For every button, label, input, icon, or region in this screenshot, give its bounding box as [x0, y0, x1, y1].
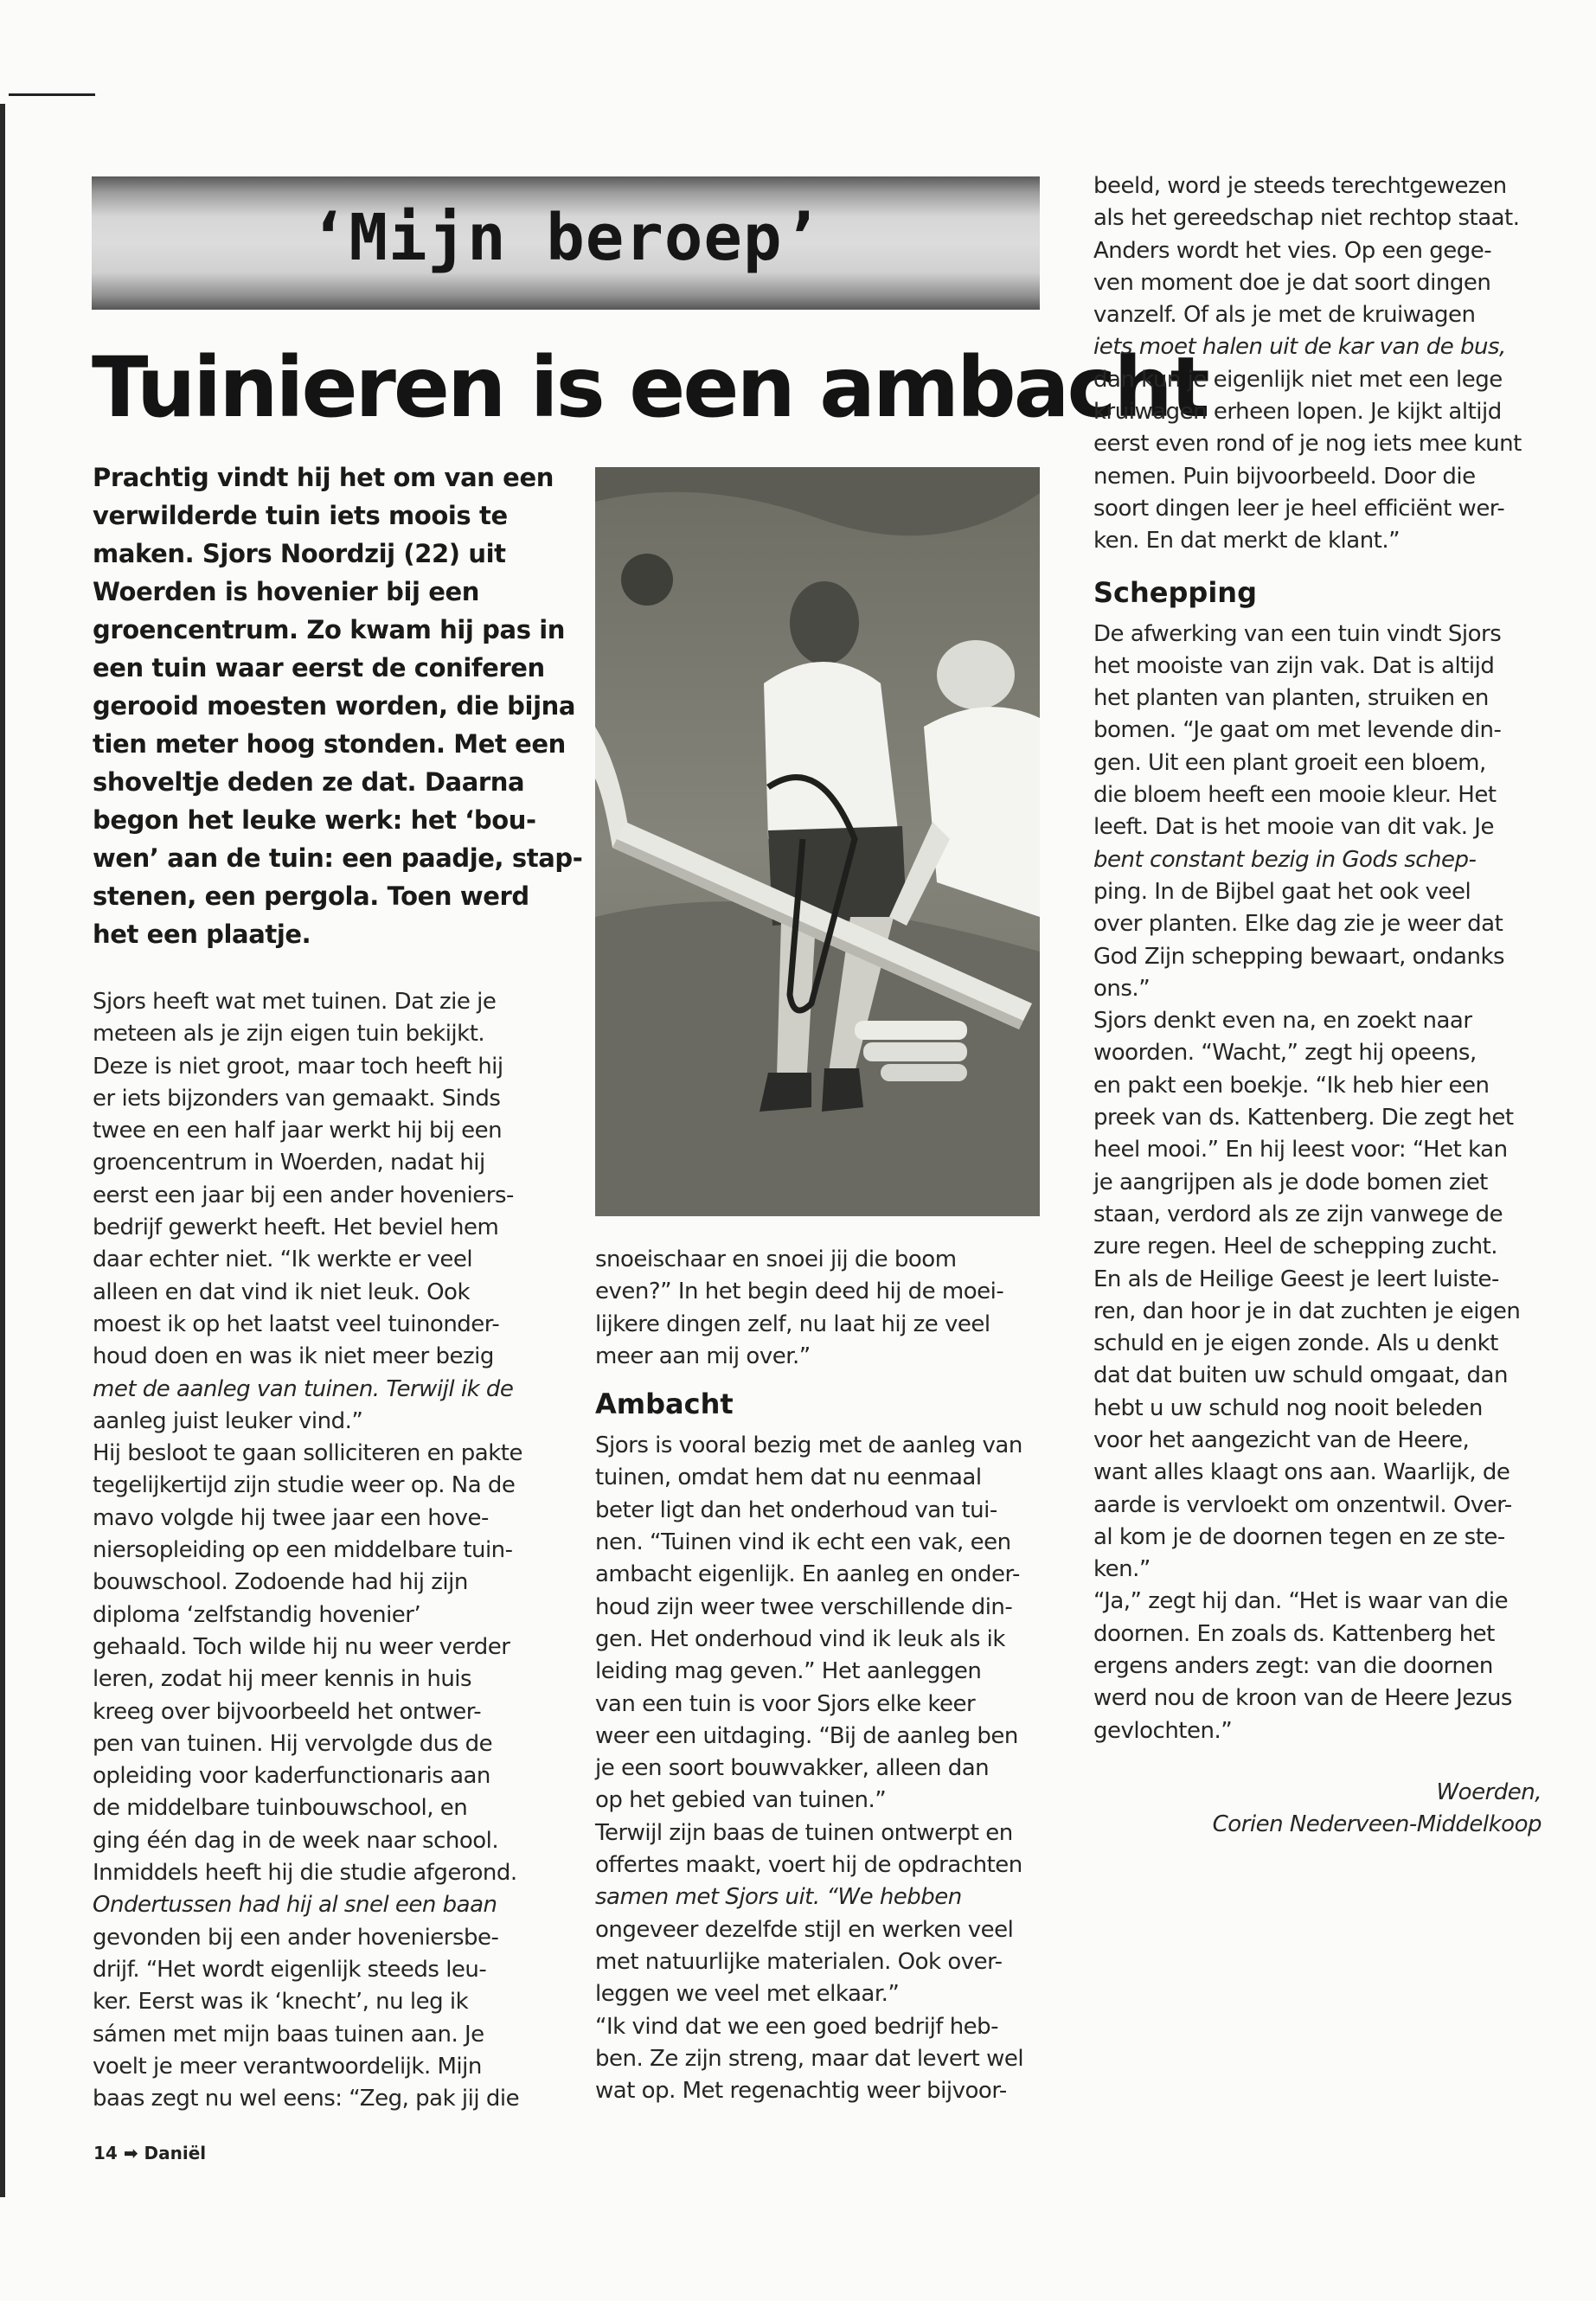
- text-line: staan, verdord als ze zijn vanwege de: [1093, 1201, 1503, 1227]
- column-2-body: [595, 1244, 1045, 2107]
- text-line: stenen, een pergola. Toen werd: [93, 881, 529, 911]
- text-line: ken.”: [1093, 1556, 1151, 1583]
- text-line: iets moet halen uit de kar van de bus,: [1093, 334, 1506, 361]
- text-line: shoveltje deden ze dat. Daarna: [93, 767, 525, 797]
- text-line: Anders wordt het vies. Op een gege-: [1093, 237, 1492, 264]
- arrow-icon: ➡: [123, 2143, 138, 2163]
- text-line: opleiding voor kaderfunctionaris aan: [93, 1763, 490, 1790]
- scan-edge: [0, 104, 5, 2197]
- column-1-body: [93, 986, 577, 2115]
- text-line: bent constant bezig in Gods schep-: [1093, 846, 1477, 873]
- text-line: Terwijl zijn baas de tuinen ontwerpt en: [595, 1819, 1013, 1846]
- signature-place: Woerden,: [1436, 1779, 1542, 1805]
- text-line: je een soort bouwvakker, alleen dan: [595, 1755, 990, 1782]
- text-line: diploma ‘zelfstandig hovenier’: [93, 1601, 421, 1628]
- text-line: nen. “Tuinen vind ik echt een vak, een: [595, 1529, 1011, 1556]
- text-line: woorden. “Wacht,” zegt hij opeens,: [1093, 1040, 1477, 1067]
- text-line: preek van ds. Kattenberg. Die zegt het: [1093, 1105, 1514, 1131]
- text-line: Sjors heeft wat met tuinen. Dat zie je: [93, 989, 497, 1015]
- heading-schepping: Schepping: [1093, 575, 1257, 609]
- text-line: alleen en dat vind ik niet leuk. Ook: [93, 1279, 471, 1305]
- text-line: leeft. Dat is het mooie van dit vak. Je: [1093, 814, 1494, 841]
- text-line: houd doen en was ik niet meer bezig: [93, 1343, 494, 1370]
- text-line: gen. Uit een plant groeit een bloem,: [1093, 749, 1486, 776]
- text-line: over planten. Elke dag zie je weer dat: [1093, 911, 1503, 938]
- text-line: verwilderde tuin iets moois te: [93, 501, 508, 530]
- text-line: Inmiddels heeft hij die studie afgerond.: [93, 1860, 517, 1887]
- text-line: er iets bijzonders van gemaakt. Sinds: [93, 1085, 501, 1112]
- text-line: Woerden is hovenier bij een: [93, 577, 480, 606]
- text-line: God Zijn schepping bewaart, ondanks: [1093, 943, 1505, 970]
- text-line: op het gebied van tuinen.”: [595, 1787, 887, 1814]
- text-line: leiding mag geven.” Het aanleggen: [595, 1658, 982, 1685]
- heading-ambacht: Ambacht: [595, 1388, 734, 1421]
- text-line: die bloem heeft een mooie kleur. Het: [1093, 782, 1497, 809]
- text-line: kruiwagen erheen lopen. Je kijkt altijd: [1093, 399, 1502, 426]
- text-line: gehaald. Toch wilde hij nu weer verder: [93, 1633, 510, 1660]
- text-line: ker. Eerst was ik ‘knecht’, nu leg ik: [93, 1989, 469, 2016]
- text-line: het mooiste van zijn vak. Dat is altijd: [1093, 652, 1495, 679]
- text-line: De afwerking van een tuin vindt Sjors: [1093, 620, 1502, 647]
- text-line: heel mooi.” En hij leest voor: “Het kan: [1093, 1137, 1508, 1163]
- text-line: ambacht eigenlijk. En aanleg en onder-: [595, 1561, 1020, 1588]
- text-line: weer een uitdaging. “Bij de aanleg ben: [595, 1722, 1018, 1749]
- text-line: gevonden bij een ander hoveniersbe-: [93, 1924, 499, 1951]
- text-line: wen’ aan de tuin: een paadje, stap-: [93, 843, 583, 873]
- text-line: beeld, word je steeds terechtgewezen: [1093, 173, 1507, 199]
- text-line: aanleg juist leuker vind.”: [93, 1407, 363, 1434]
- text-line: het een plaatje.: [93, 920, 311, 949]
- text-line: nemen. Puin bijvoorbeeld. Door die: [1093, 463, 1476, 490]
- text-line: groencentrum. Zo kwam hij pas in: [93, 615, 566, 644]
- text-line: snoeischaar en snoei jij die boom: [595, 1247, 957, 1272]
- text-line: bouwschool. Zodoende had hij zijn: [93, 1569, 468, 1596]
- text-line: soort dingen leer je heel efficiënt wer-: [1093, 495, 1505, 522]
- signature-author: Corien Nederveen-Middelkoop: [1212, 1811, 1542, 1838]
- text-line: een tuin waar eerst de coniferen: [93, 653, 545, 683]
- text-line: beter ligt dan het onderhoud van tui-: [595, 1497, 997, 1523]
- text-line: Ondertussen had hij al snel een baan: [93, 1892, 497, 1919]
- text-line: kreeg over bijvoorbeeld het ontwer-: [93, 1698, 482, 1725]
- text-line: je aangrijpen als je dode bomen ziet: [1093, 1169, 1488, 1195]
- text-line: ven moment doe je dat soort dingen: [1093, 269, 1491, 296]
- text-line: wat op. Met regenachtig weer bijvoor-: [595, 2078, 1007, 2105]
- text-line: drijf. “Het wordt eigenlijk steeds leu-: [93, 1956, 487, 1983]
- text-line: ergens anders zegt: van die doornen: [1093, 1653, 1493, 1680]
- text-line: en pakt een boekje. “Ik heb hier een: [1093, 1072, 1490, 1099]
- text-line: vanzelf. Of als je met de kruiwagen: [1093, 302, 1476, 329]
- article-lead: [93, 458, 583, 953]
- article-photo: [595, 467, 1040, 1216]
- text-line: voelt je meer verantwoordelijk. Mijn: [93, 2053, 482, 2080]
- text-line: ren, dan hoor je in dat zuchten je eigen: [1093, 1298, 1521, 1324]
- text-line: Prachtig vindt hij het om van een: [93, 463, 554, 492]
- text-line: eerst even rond of je nog iets mee kunt: [1093, 431, 1522, 458]
- text-line: hebt u uw schuld nog nooit beleden: [1093, 1394, 1483, 1421]
- text-line: dan kun je eigenlijk niet met een lege: [1093, 366, 1503, 393]
- section-banner: [92, 176, 1040, 310]
- text-line: moest ik op het laatst veel tuinonder-: [93, 1311, 500, 1337]
- text-line: gen. Het onderhoud vind ik leuk als ik: [595, 1625, 1005, 1652]
- author-signature: [1093, 1777, 1542, 1842]
- text-line: gerooid moesten worden, die bijna: [93, 691, 576, 721]
- text-line: als het gereedschap niet rechtop staat.: [1093, 205, 1520, 232]
- text-line: mavo volgde hij twee jaar een hove-: [93, 1504, 489, 1531]
- text-line: even?” In het begin deed hij de moei-: [595, 1279, 1004, 1305]
- text-line: Sjors denkt even na, en zoekt naar: [1093, 1008, 1472, 1035]
- text-line: twee en een half jaar werkt hij bij een: [93, 1118, 503, 1144]
- text-line: lijkere dingen zelf, nu laat hij ze veel: [595, 1311, 990, 1337]
- text-line: bomen. “Je gaat om met levende din-: [1093, 717, 1502, 744]
- text-line: “Ik vind dat we een goed bedrijf heb-: [595, 2013, 999, 2040]
- text-line: gevlochten.”: [1093, 1717, 1233, 1744]
- text-line: ging één dag in de week naar school.: [93, 1827, 499, 1854]
- page-footer: [93, 2143, 206, 2163]
- text-line: ping. In de Bijbel gaat het ook veel: [1093, 878, 1471, 905]
- text-line: met de aanleg van tuinen. Terwijl ik de: [93, 1375, 514, 1402]
- text-line: ons.”: [1093, 975, 1151, 1002]
- text-line: sámen met mijn baas tuinen aan. Je: [93, 2021, 484, 2048]
- text-line: met natuurlijke materialen. Ook over-: [595, 1948, 1003, 1975]
- text-line: “Ja,” zegt hij dan. “Het is waar van die: [1093, 1588, 1509, 1615]
- text-line: ken. En dat merkt de klant.”: [1093, 528, 1401, 554]
- text-line: maken. Sjors Noordzij (22) uit: [93, 539, 506, 568]
- text-line: want alles klaagt ons aan. Waarlijk, de: [1093, 1459, 1510, 1486]
- text-line: van een tuin is voor Sjors elke keer: [595, 1690, 976, 1717]
- text-line: meteen als je zijn eigen tuin bekijkt.: [93, 1021, 485, 1048]
- text-line: eerst een jaar bij een ander hoveniers-: [93, 1182, 514, 1208]
- gardeners-sawing-log-image: [595, 467, 1040, 1216]
- text-line: daar echter niet. “Ik werkte er veel: [93, 1247, 473, 1273]
- text-line: ben. Ze zijn streng, maar dat levert wel: [595, 2045, 1024, 2072]
- text-line: leggen we veel met elkaar.”: [595, 1981, 900, 2008]
- text-line: zure regen. Heel de schepping zucht.: [1093, 1234, 1498, 1260]
- text-line: werd nou de kroon van de Heere Jezus: [1093, 1685, 1512, 1712]
- text-line: begon het leuke werk: het ‘bou-: [93, 805, 536, 835]
- text-line: meer aan mij over.”: [595, 1343, 811, 1369]
- text-line: offertes maakt, voert hij de opdrachten: [595, 1852, 1022, 1879]
- text-line: schuld en je eigen zonde. Als u denkt: [1093, 1330, 1498, 1357]
- text-line: leren, zodat hij meer kennis in huis: [93, 1666, 472, 1693]
- text-line: Sjors is vooral bezig met de aanleg van: [595, 1433, 1022, 1459]
- text-line: bedrijf gewerkt heeft. Het beviel hem: [93, 1215, 499, 1241]
- text-line: ongeveer dezelfde stijl en werken veel: [595, 1916, 1014, 1943]
- magazine-name: Daniël: [144, 2143, 207, 2163]
- text-line: baas zegt nu wel eens: “Zeg, pak jij die: [93, 2086, 520, 2112]
- text-line: groencentrum in Woerden, nadat hij: [93, 1150, 485, 1176]
- text-line: tegelijkertijd zijn studie weer op. Na de: [93, 1472, 516, 1499]
- column-3-body: [1093, 170, 1561, 1842]
- text-line: tuinen, omdat hem dat nu eenmaal: [595, 1465, 982, 1491]
- text-line: Deze is niet groot, maar toch heeft hij: [93, 1053, 503, 1080]
- text-line: voor het aangezicht van de Heere,: [1093, 1426, 1470, 1453]
- top-rule: [9, 93, 95, 96]
- text-line: tien meter hoog stonden. Met een: [93, 729, 566, 759]
- text-line: houd zijn weer twee verschillende din-: [595, 1593, 1013, 1620]
- text-line: dat dat buiten uw schuld omgaat, dan: [1093, 1362, 1508, 1389]
- text-line: En als de Heilige Geest je leert luiste-: [1093, 1266, 1499, 1292]
- text-line: niersopleiding op een middelbare tuin-: [93, 1537, 513, 1564]
- banner-title: ‘Mijn beroep’: [309, 201, 823, 275]
- text-line: al kom je de doornen tegen en ze ste-: [1093, 1523, 1505, 1550]
- text-line: het planten van planten, struiken en: [1093, 685, 1489, 712]
- page-number: 14: [93, 2143, 118, 2163]
- text-line: doornen. En zoals ds. Kattenberg het: [1093, 1620, 1495, 1647]
- text-line: pen van tuinen. Hij vervolgde dus de: [93, 1730, 493, 1757]
- text-line: aarde is vervloekt om onzentwil. Over-: [1093, 1491, 1512, 1518]
- text-line: samen met Sjors uit. “We hebben: [595, 1884, 962, 1911]
- article-headline: Tuinieren is een ambacht: [92, 339, 1208, 436]
- text-line: Hij besloot te gaan solliciteren en pakte: [93, 1440, 522, 1467]
- text-line: de middelbare tuinbouwschool, en: [93, 1795, 468, 1822]
